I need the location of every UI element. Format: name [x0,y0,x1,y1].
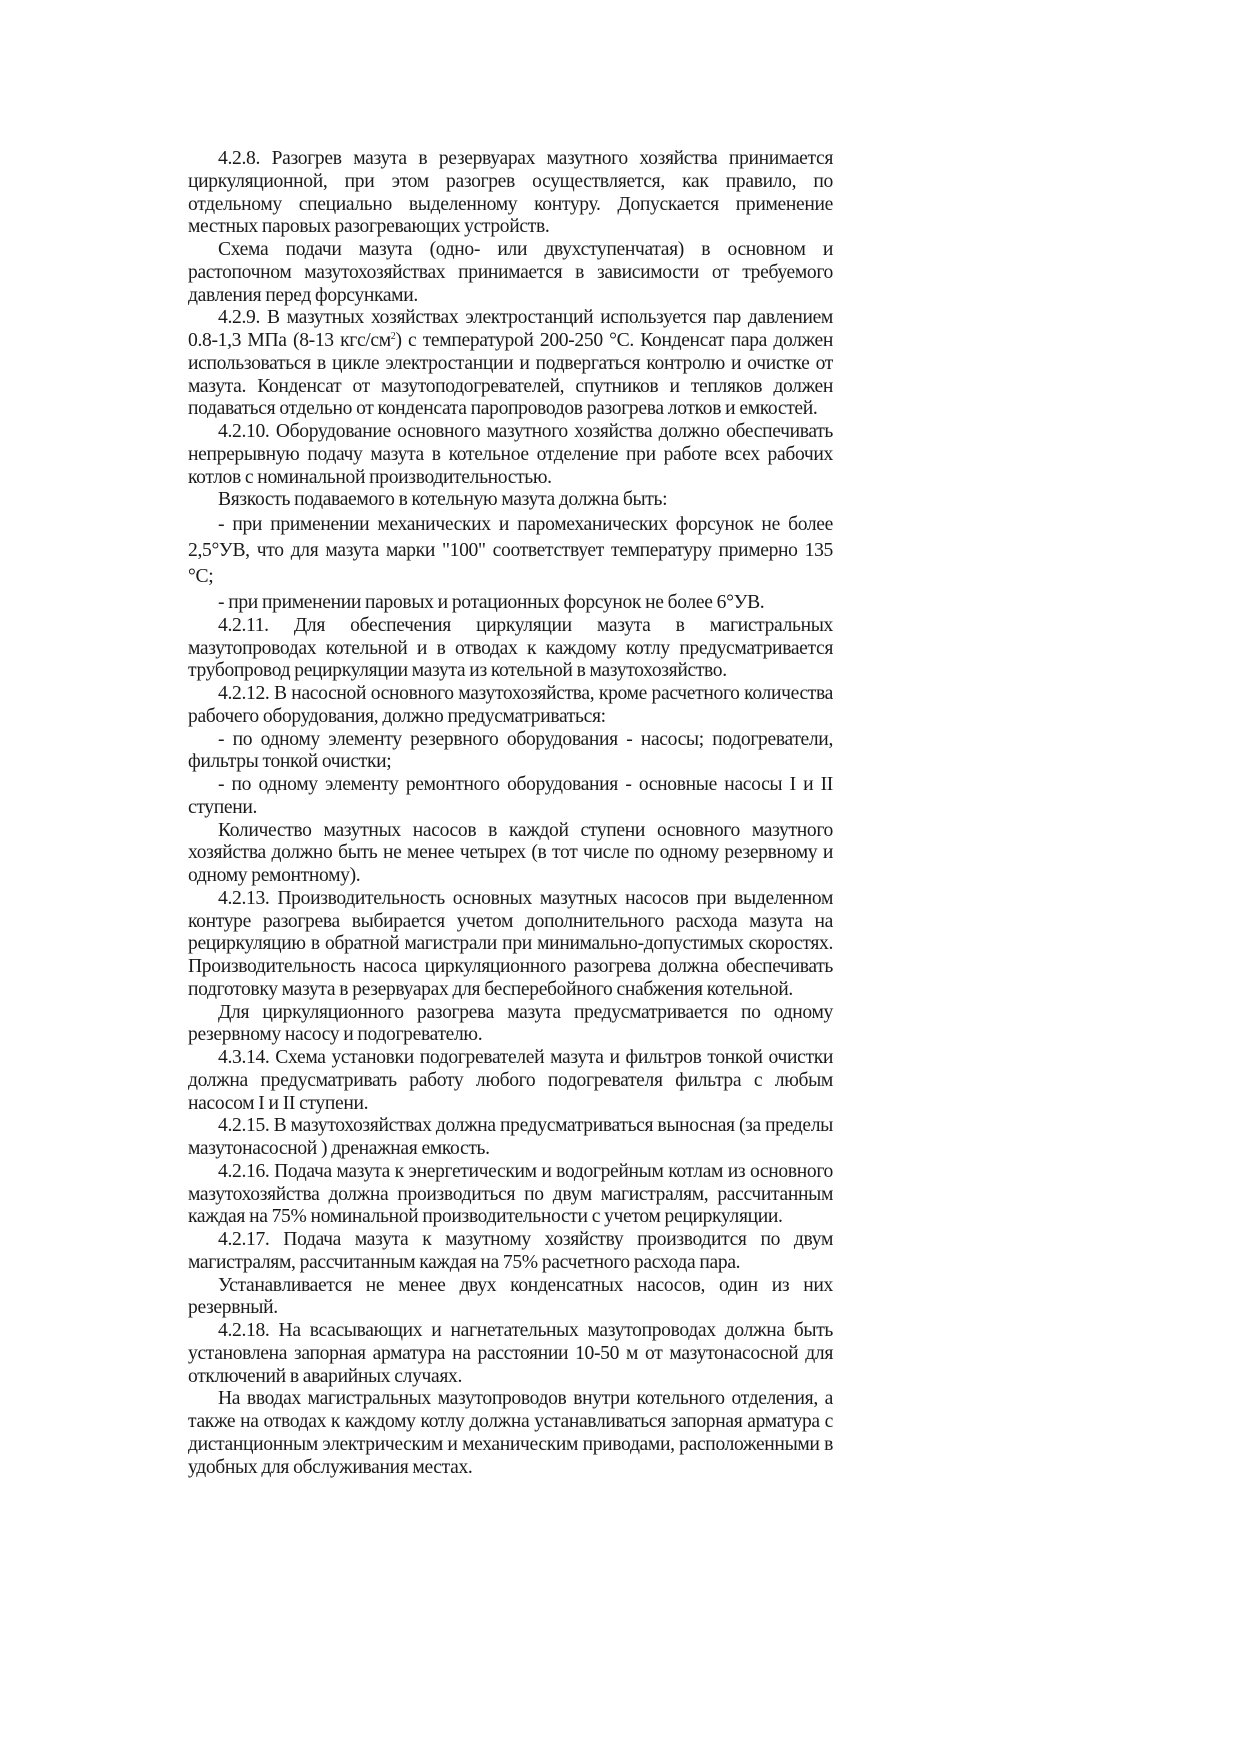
paragraph-4-2-10: 4.2.10. Оборудование основного мазутного хозяйства должно обеспечивать непрерывную подачу мазута в котельное отделение при работе всех рабочих котлов с номинальной производительностью. [188,421,833,488]
paragraph-4-2-8: 4.2.8. Разогрев мазута в резервуарах мазутного хозяйства принимается циркуляционной, при этом разогрев осуществляется, как правило, по отдельному специально выделенному контуру. Допускается применение местных паровых разогревающих устройств. [188,148,833,238]
paragraph-4-2-17: 4.2.17. Подача мазута к мазутному хозяйству производится по двум магистралям, рассчитанным каждая на 75% расчетного расхода пара. [188,1229,833,1273]
paragraph-4-2-12: 4.2.12. В насосной основного мазутохозяйства, кроме расчетного количества рабочего оборудования, должно предусматриваться: [188,683,833,727]
paragraph-4-2-9 [188,307,833,421]
paragraph-4-2-16: 4.2.16. Подача мазута к энергетическим и водогрейным котлам из основного мазутохозяйства должна производиться по двум магистралям, рассчитанным каждая на 75% номинальной производительности с учетом рециркуляции. [188,1160,833,1228]
list-item-steam-nozzles: - при применении паровых и ротационных форсунок не более 6°УВ. [218,592,765,613]
paragraph-valves-inputs: На вводах магистральных мазутопроводов внутри котельного отделения, а также на отводах к каждому котлу должна устанавливаться запорная арматура с дистанционным электрическим и механическим приводами, расположенными в удобных для обслуживания местах. [188,1388,833,1478]
list-item-mechanical-nozzles: - при применении механических и паромеханических форсунок не более 2,5°УВ, что для мазута марки "100" соответствует температуру примерно 135 °С; [188,514,833,587]
paragraph-pump-count: Количество мазутных насосов в каждой ступени основного мазутного хозяйства должно быть не менее четырех (в тот числе по одному резервному и одному ремонтному). [188,819,833,886]
paragraph-4-2-9-part2: ) с температурой 200-250 °С. Конденсат пара должен использоваться в цикле электростанции и подвергаться контролю и очистке от мазута. Конденсат от мазутоподогревателей, спутников и тепляков должен подаваться отдельно от конденсата паропроводов разогрева лотков и емкостей. [188,330,834,420]
list-item-reserve-equipment: - по одному элементу резервного оборудования - насосы; подогреватели, фильтры тонкой очистки; [188,728,833,773]
paragraph-4-2-13: 4.2.13. Производительность основных мазутных насосов при выделенном контуре разогрева выбирается учетом дополнительного расхода мазута на рециркуляцию в обратной магистрали при минимально-допустимых скоростях. Производительность насоса циркуляционного разогрева должна обеспечивать подготовку мазута в резервуарах для бесперебойного снабжения котельной. [188,887,833,1000]
paragraph-4-2-18: 4.2.18. На всасывающих и нагнетательных мазутопроводах должна быть установлена запорная арматура на расстоянии 10-50 м от мазутонасосной для отключений в аварийных случаях. [188,1320,833,1387]
paragraph-4-2-15: 4.2.15. В мазутохозяйствах должна предусматриваться выносная (за пределы мазутонасосной ) дренажная емкость. [188,1115,833,1159]
list-item-repair-equipment: - по одному элементу ремонтного оборудования - основные насосы I и II ступени. [188,774,833,818]
document-page [188,148,833,1479]
paragraph-circulation-heating: Для циркуляционного разогрева мазута предусматривается по одному резервному насосу и подогревателю. [188,1001,833,1046]
paragraph-viscosity: Вязкость подаваемого в котельную мазута должна быть: [218,489,668,511]
superscript: 2 [390,331,396,342]
paragraph-4-2-9-part1: 4.2.9. В мазутных хозяйствах электростанций используется пар давлением 0.8-1,3 МПа (8-13 кгс/см [188,307,833,351]
paragraph-condensate-pumps: Устанавливается не менее двух конденсатных насосов, один из них резервный. [188,1274,833,1319]
paragraph-4-3-14: 4.3.14. Схема установки подогревателей мазута и фильтров тонкой очистки должна предусматривать работу любого подогревателя фильтра с любым насосом I и II ступени. [188,1047,833,1114]
paragraph-4-2-11: 4.2.11. Для обеспечения циркуляции мазута в магистральных мазутопроводах котельной и в отводах к каждому котлу предусматривается трубопровод рециркуляции мазута из котельной в мазутохозяйство. [188,614,833,682]
paragraph-feed-scheme: Схема подачи мазута (одно- или двухступенчатая) в основном и растопочном мазутохозяйствах принимается в зависимости от требуемого давления перед форсунками. [188,239,833,306]
